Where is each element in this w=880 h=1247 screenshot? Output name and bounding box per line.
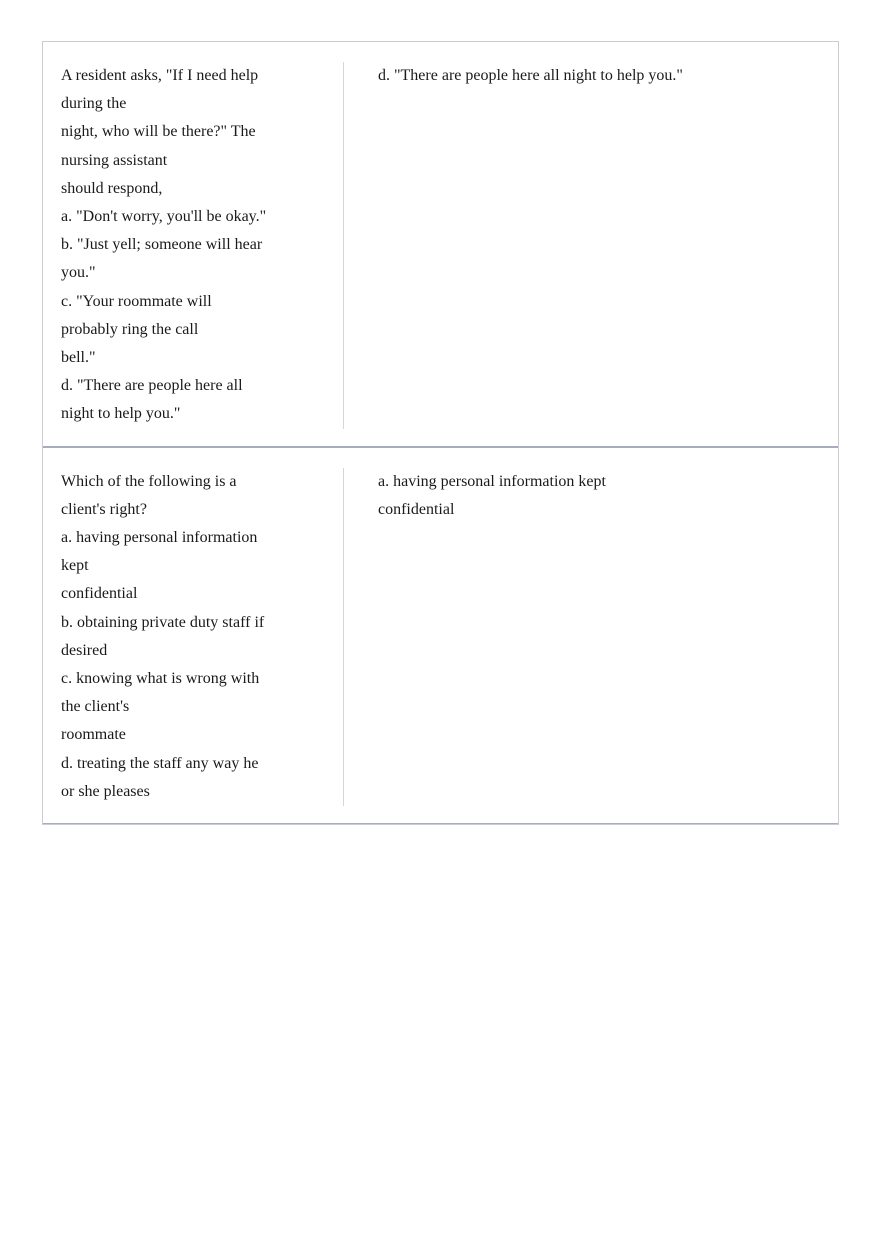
card-1-definition [344,62,838,429]
term-line: b. obtaining private duty staff if [61,613,265,631]
term-line: a. "Don't worry, you'll be okay." [61,208,267,226]
term-line: c. knowing what is wrong with [61,670,260,688]
term-line: you." [61,264,96,282]
term-line: the client's [61,698,130,716]
term-line: night, who will be there?" The [61,123,256,141]
term-line: a. having personal information [61,529,258,547]
term-line: d. "There are people here all [61,377,243,395]
flashcard-table [42,41,839,825]
term-line: desired [61,641,108,659]
term-line: probably ring the call [61,320,199,338]
card-2-definition [344,468,838,806]
term-line: kept [61,557,89,575]
definition-line: a. having personal information kept [378,472,606,490]
term-line: roommate [61,726,126,744]
definition-line: confidential [378,500,455,518]
card-1-term [43,62,344,429]
term-line: Which of the following is a [61,472,237,490]
flashcard-row-1 [43,42,838,446]
term-line: or she pleases [61,782,150,800]
term-line: bell." [61,349,96,367]
card-2-term [43,468,344,806]
term-line: nursing assistant [61,151,168,169]
term-line: confidential [61,585,138,603]
term-line: night to help you." [61,405,181,423]
term-line: A resident asks, "If I need help [61,67,259,84]
term-line: during the [61,95,127,113]
term-line: c. "Your roommate will [61,292,212,310]
definition-line: d. "There are people here all night to help you." [378,67,683,84]
term-line: should respond, [61,179,163,197]
term-line: client's right? [61,500,147,518]
term-line: b. "Just yell; someone will hear [61,236,263,254]
flashcard-row-2 [43,446,838,824]
term-line: d. treating the staff any way he [61,754,259,772]
